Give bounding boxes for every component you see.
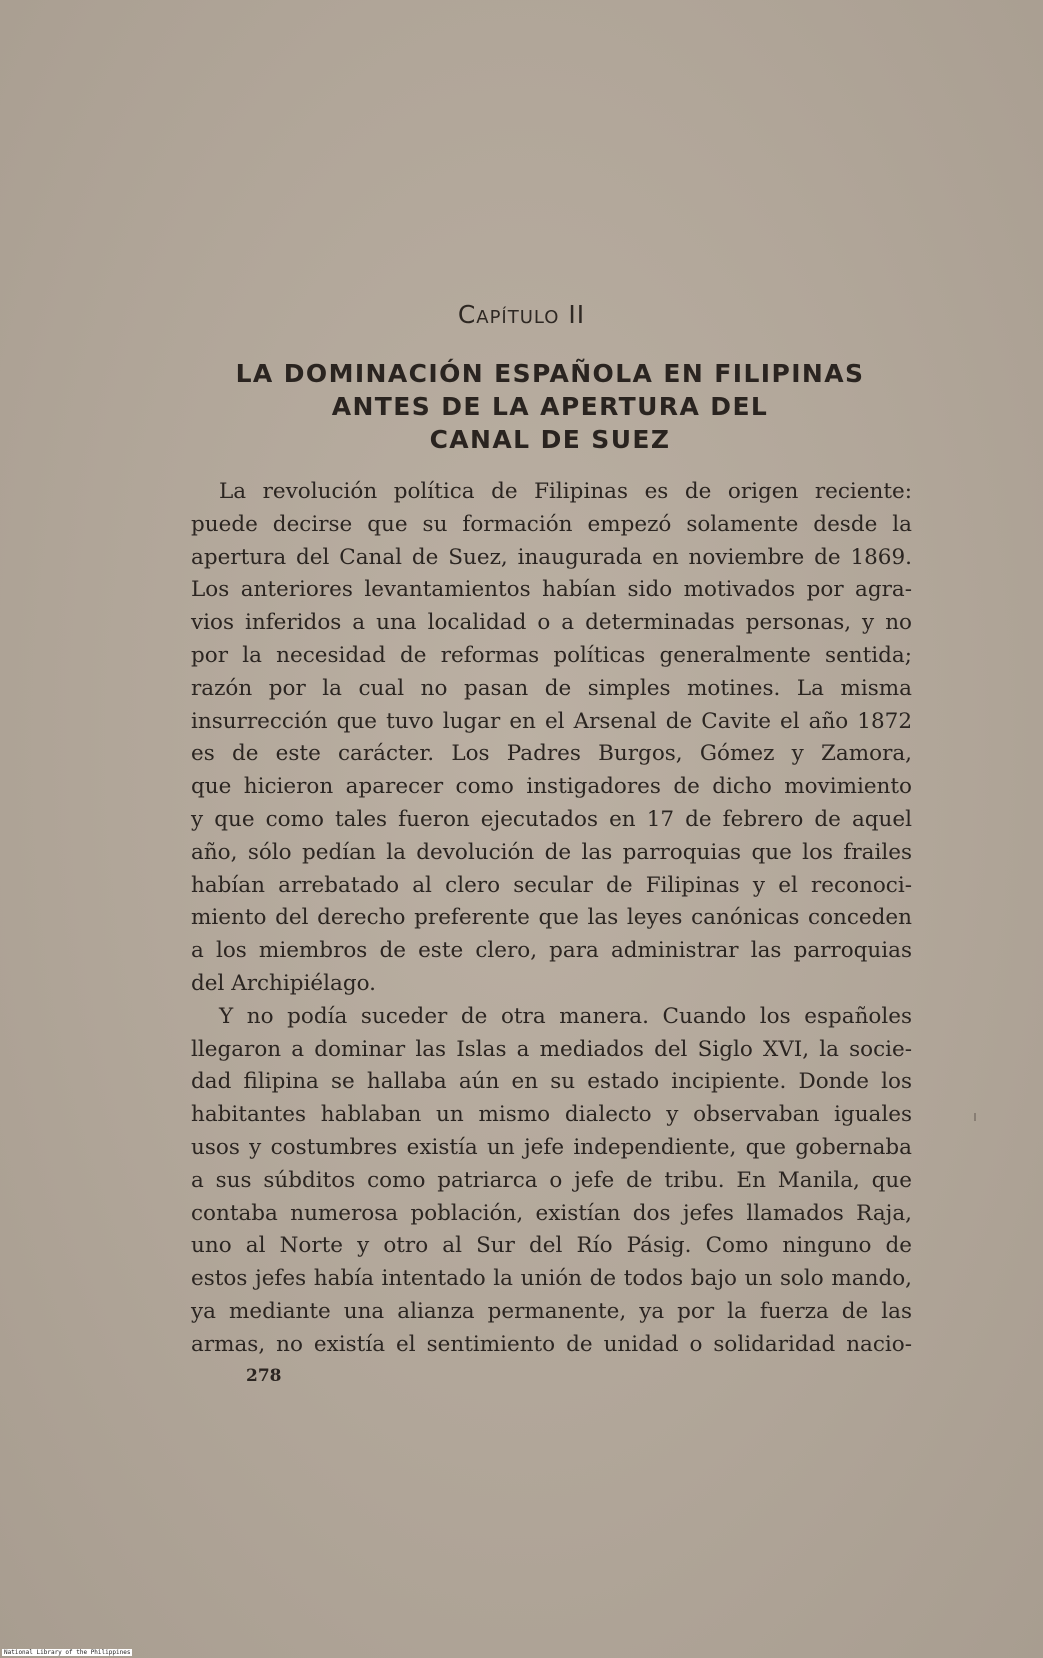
title-line: LA DOMINACIÓN ESPAÑOLA EN FILIPINAS [235,359,865,388]
text-line: contaba numerosa población, existían dos jefes llamados Raja, [191,1200,912,1226]
text-line: dad filipina se hallaba aún en su estado incipiente. Donde los [191,1069,912,1095]
text-line: estos jefes había intentado la unión de todos bajo un solo mando, [191,1266,912,1292]
text-line: uno al Norte y otro al Sur del Río Pásig. Como ninguno de [191,1233,912,1259]
text-line: a sus súbditos como patriarca o jefe de tribu. En Manila, que [191,1167,912,1193]
text-line: es de este carácter. Los Padres Burgos, Gómez y Zamora, [191,741,912,767]
text-line: llegaron a dominar las Islas a mediados del Siglo XVI, la socie- [191,1036,912,1062]
text-line: ya mediante una alianza permanente, ya por la fuerza de las [191,1298,912,1324]
text-line: del Archipiélago. [191,970,376,996]
title-line: ANTES DE LA APERTURA DEL [331,392,769,421]
page-number: 278 [246,1366,282,1386]
paper-speck [974,1113,976,1121]
text-line: armas, no existía el sentimiento de unidad o solidaridad nacio- [191,1331,912,1357]
text-line: vios inferidos a una localidad o a determinadas personas, y no [191,610,912,636]
text-line: habían arrebatado al clero secular de Filipinas y el reconoci- [191,872,912,898]
text-line: habitantes hablaban un mismo dialecto y observaban iguales [191,1102,912,1128]
chapter-heading: Capítulo II [457,300,586,329]
footer-attribution: National Library of the Philippines [4,1649,131,1656]
text-line: y que como tales fueron ejecutados en 17 de febrero de aquel [191,806,912,832]
text-line: que hicieron aparecer como instigadores de dicho movimiento [191,774,912,800]
text-line: a los miembros de este clero, para administrar las parroquias [191,938,912,964]
text-line: puede decirse que su formación empezó solamente desde la [191,511,912,537]
title-line: CANAL DE SUEZ [429,425,671,454]
text-line: razón por la cual no pasan de simples motines. La misma [191,675,912,701]
text-line: año, sólo pedían la devolución de las parroquias que los frailes [191,839,912,865]
text-line: Y no podía suceder de otra manera. Cuando los españoles [219,1003,912,1029]
text-line: usos y costumbres existía un jefe independiente, que gobernaba [191,1134,912,1160]
text-line: La revolución política de Filipinas es de origen reciente: [219,479,912,504]
body-text [191,476,912,1362]
text-line: Los anteriores levantamientos habían sido motivados por agra- [191,577,912,603]
text-line: apertura del Canal de Suez, inaugurada en noviembre de 1869. [191,544,912,570]
text-line: por la necesidad de reformas políticas generalmente sentida; [191,642,912,668]
text-line: insurrección que tuvo lugar en el Arsenal de Cavite el año 1872 [191,708,912,734]
chapter-title [185,357,915,456]
text-line: miento del derecho preferente que las leyes canónicas conceden [191,905,912,931]
